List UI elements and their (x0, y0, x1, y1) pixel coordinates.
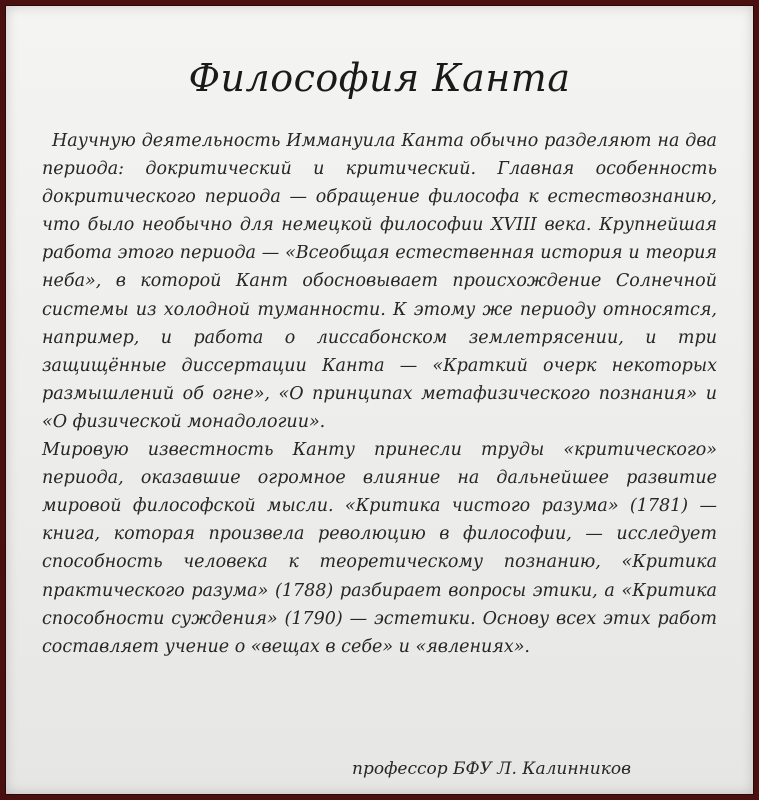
document-body (42, 127, 717, 661)
text-panel (6, 6, 753, 794)
document-title: Философия Канта (188, 56, 571, 100)
paragraph-precritical: Научную деятельность Иммануила Канта обычно разделяют на два периода: докритический и критический. Главная особенность докритического периода — обращение философа к естествознанию, что было необычно для немецкой философии XVIII века. Крупнейшая работа этого периода — «Всеобщая естественная история и теория неба», в которой Кант обосновывает происхождение Солнечной системы из холодной туманности. К этому же периоду относятся, например, и работа о лиссабонском землетрясении, и три защищённые диссертации Канта — «Краткий очерк некоторых размышлений об огне», «О принципах метафизического познания» и «О физической монадологии». (42, 131, 717, 432)
paragraph-critical: Мировую известность Канту принесли труды «критического» периода, оказавшие огромное влияние на дальнейшее развитие мировой философской мысли. «Критика чистого разума» (1781) — книга, которая произвела революцию в философии, — исследует способность человека к теоретическому познанию, «Критика практического разума» (1788) разбирает вопросы этики, а «Критика способности суждения» (1790) — эстетики. Основу всех этих работ составляет учение о «вещах в себе» и «явлениях». (42, 440, 717, 657)
author-signature: профессор БФУ Л. Калинников (352, 759, 631, 779)
